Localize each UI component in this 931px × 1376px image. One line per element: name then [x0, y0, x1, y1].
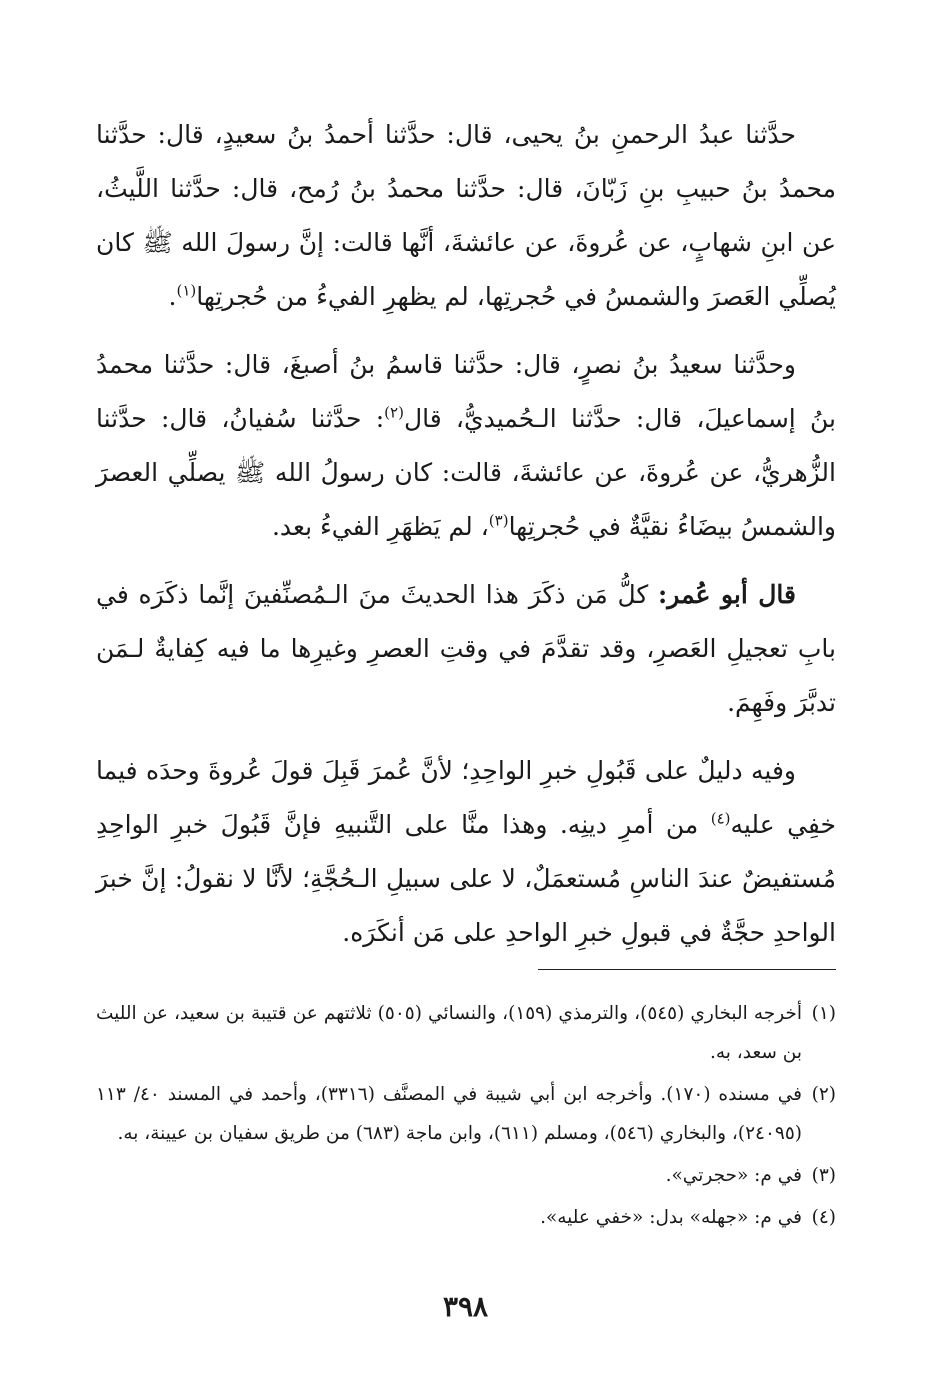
paragraph-text: من أمرِ دينِه. وهذا منَّا على التَّنبيهِ فإنَّ قَبُولَ خبرِ الواحِدِ مُستفيضٌ عندَ الناسِ مُستعمَلٌ، لا على سبيلِ الـحُجَّةِ؛ لأنَّا لا نقولُ: إنَّ خبرَ الواحدِ حجَّةٌ في قبولِ خبرِ الواحدِ على مَن أنكَرَه.: [96, 810, 836, 947]
paragraph-2: [96, 338, 836, 554]
paragraph-text: : حدَّثنا سُفيانُ، قال: حدَّثنا الزُّهريُّ، عن عُروةَ، عن عائشةَ، قالت: كان رسولُ الله ﷺ يصلِّي العصرَ والشمسُ بيضَاءُ نقيَّةٌ في حُجرتِها: [96, 404, 836, 541]
footnote-text: أخرجه البخاري (٥٤٥)، والترمذي (١٥٩)، والنسائي (٥٠٥) ثلاثتهم عن قتيبة بن سعيد، عن الليث بن سعد، به.: [96, 1003, 803, 1063]
footnote-divider: [538, 969, 836, 970]
paragraph-text: وحدَّثنا سعيدُ بنُ نصرٍ، قال: حدَّثنا قاسمُ بنُ أصبغَ، قال: حدَّثنا محمدُ بنُ إسماعيلَ، قال: حدَّثنا الـحُميديُّ، قال: [96, 350, 836, 433]
footnote-number: (٢): [811, 1084, 836, 1105]
main-text: [96, 108, 836, 960]
paragraph-1: [96, 108, 836, 324]
footnote-ref: (١): [176, 281, 197, 300]
paragraph-3: [96, 568, 836, 730]
footnote-text: في م: «حجرتي».: [665, 1165, 802, 1186]
footnote-number: (٣): [811, 1165, 836, 1186]
paragraph-text: حدَّثنا عبدُ الرحمنِ بنُ يحيى، قال: حدَّثنا أحمدُ بنُ سعيدٍ، قال: حدَّثنا محمدُ بنُ حبيبِ بنِ زَبّانَ، قال: حدَّثنا محمدُ بنُ رُمح، قال: حدَّثنا اللَّيثُ، عن ابنِ شهابٍ، عن عُروةَ، عن عائشةَ، أنَّها قالت: إنَّ رسولَ الله ﷺ كان يُصلِّي العَصرَ والشمسُ في حُجرتِها، لم يظهرِ الفيءُ من حُجرتِها: [96, 120, 836, 311]
footnotes: [96, 994, 836, 1240]
footnote-4: [96, 1198, 836, 1237]
footnote-2: [96, 1075, 836, 1153]
footnote-ref: (٤): [710, 809, 731, 828]
footnote-3: [96, 1156, 836, 1195]
footnote-ref: (٣): [488, 511, 509, 530]
footnote-ref: (٢): [384, 403, 404, 422]
paragraph-text: ، لم يَظهَرِ الفيءُ بعد.: [271, 512, 489, 541]
footnote-text: في مسنده (١٧٠). وأخرجه ابن أبي شيبة في المصنَّف (٣٣١٦)، وأحمد في المسند ٤٠/ ١١٣ (٢٤٠٩٥)، والبخاري (٥٤٦)، ومسلم (٦١١)، وابن ماجة (٦٨٣) من طريق سفيان بن عيينة، به.: [96, 1084, 802, 1144]
footnote-text: في م: «جهله» بدل: «خفي عليه».: [540, 1207, 802, 1228]
paragraph-end: .: [168, 282, 177, 311]
footnote-number: (١): [811, 1003, 837, 1024]
footnote-number: (٤): [811, 1207, 836, 1228]
speaker-lead: قال أبو عُمر:: [658, 580, 796, 609]
paragraph-text: كلُّ مَن ذكَرَ هذا الحديثَ منَ الـمُصنِّفينَ إنَّما ذكَرَه في بابِ تعجيلِ العَصرِ، وقد تقدَّمَ في وقتِ العصرِ وغيرِها ما فيه كِفايةٌ لـمَن تدبَّرَ وفَهِمَ.: [96, 580, 836, 717]
page-number: ٣٩٨: [442, 1290, 489, 1323]
paragraph-4: [96, 744, 836, 960]
footnote-1: [96, 994, 836, 1072]
paragraph-text: وفيه دليلٌ على قَبُولِ خبرِ الواحِدِ؛ لأنَّ عُمرَ قَبِلَ قولَ عُروةَ وحدَه فيما خفِي عليه: [96, 756, 837, 839]
